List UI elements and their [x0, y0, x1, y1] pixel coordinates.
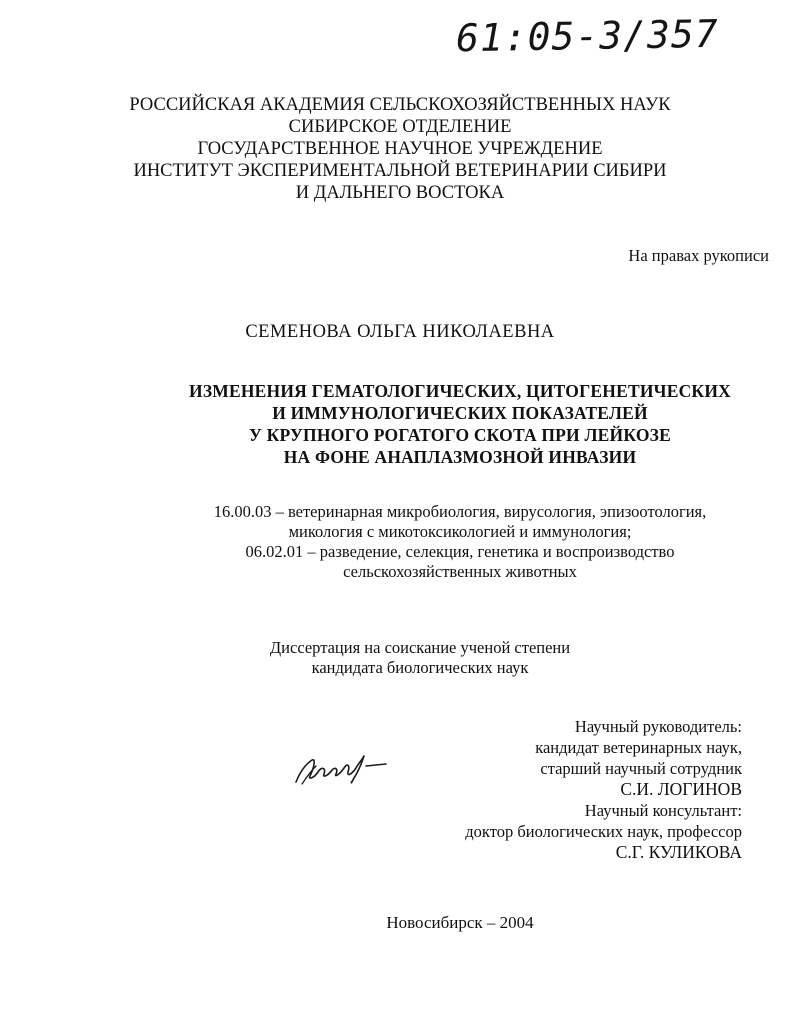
consultant-name: С.Г. КУЛИКОВА: [615, 842, 742, 862]
supervisor-position: старший научный сотрудник: [540, 759, 742, 778]
organization-header: [120, 94, 680, 204]
organization-line: И ДАЛЬНЕГО ВОСТОКА: [295, 183, 505, 203]
specialties: [140, 502, 780, 582]
supervisor-degree: кандидат ветеринарных наук,: [535, 738, 742, 757]
title-line: У КРУПНОГО РОГАТОГО СКОТА ПРИ ЛЕЙКОЗЕ: [249, 425, 671, 445]
title-line: И ИММУНОЛОГИЧЕСКИХ ПОКАЗАТЕЛЕЙ: [272, 403, 648, 423]
consultant-degree: доктор биологических наук, профессор: [465, 822, 742, 841]
organization-line: СИБИРСКОЕ ОТДЕЛЕНИЕ: [288, 117, 512, 137]
specialty-line: сельскохозяйственных животных: [343, 562, 577, 581]
specialty-line: 06.02.01 – разведение, селекция, генетика и воспроизводство: [245, 542, 675, 561]
rights-note: На правах рукописи: [628, 246, 769, 265]
author-name: СЕМЕНОВА ОЛЬГА НИКОЛАЕВНА: [245, 322, 555, 342]
handwritten-signature: [292, 744, 392, 794]
organization-line: РОССИЙСКАЯ АКАДЕМИЯ СЕЛЬСКОХОЗЯЙСТВЕННЫХ НАУК: [129, 95, 671, 115]
advisors-block: [465, 716, 742, 863]
organization-line: ГОСУДАРСТВЕННОЕ НАУЧНОЕ УЧРЕЖДЕНИЕ: [197, 139, 603, 159]
degree-statement: [240, 638, 600, 678]
degree-line: кандидата биологических наук: [311, 658, 529, 677]
specialty-line: микология с микотоксикологией и иммунология;: [288, 522, 632, 541]
supervisor-name: С.И. ЛОГИНОВ: [620, 779, 742, 799]
dissertation-title: [140, 380, 780, 468]
organization-line: ИНСТИТУТ ЭКСПЕРИМЕНТАЛЬНОЙ ВЕТЕРИНАРИИ СИБИРИ: [133, 161, 667, 181]
supervisor-role: Научный руководитель:: [574, 717, 742, 736]
title-line: ИЗМЕНЕНИЯ ГЕМАТОЛОГИЧЕСКИХ, ЦИТОГЕНЕТИЧЕСКИХ: [189, 381, 731, 401]
city-year: Новосибирск – 2004: [386, 913, 534, 932]
degree-line: Диссертация на соискание ученой степени: [269, 638, 571, 657]
title-line: НА ФОНЕ АНАПЛАЗМОЗНОЙ ИНВАЗИИ: [283, 447, 637, 467]
archive-stamp: 61:05-3/357: [455, 11, 720, 61]
specialty-line: 16.00.03 – ветеринарная микробиология, вирусология, эпизоотология,: [213, 502, 707, 521]
consultant-role: Научный консультант:: [584, 801, 742, 820]
